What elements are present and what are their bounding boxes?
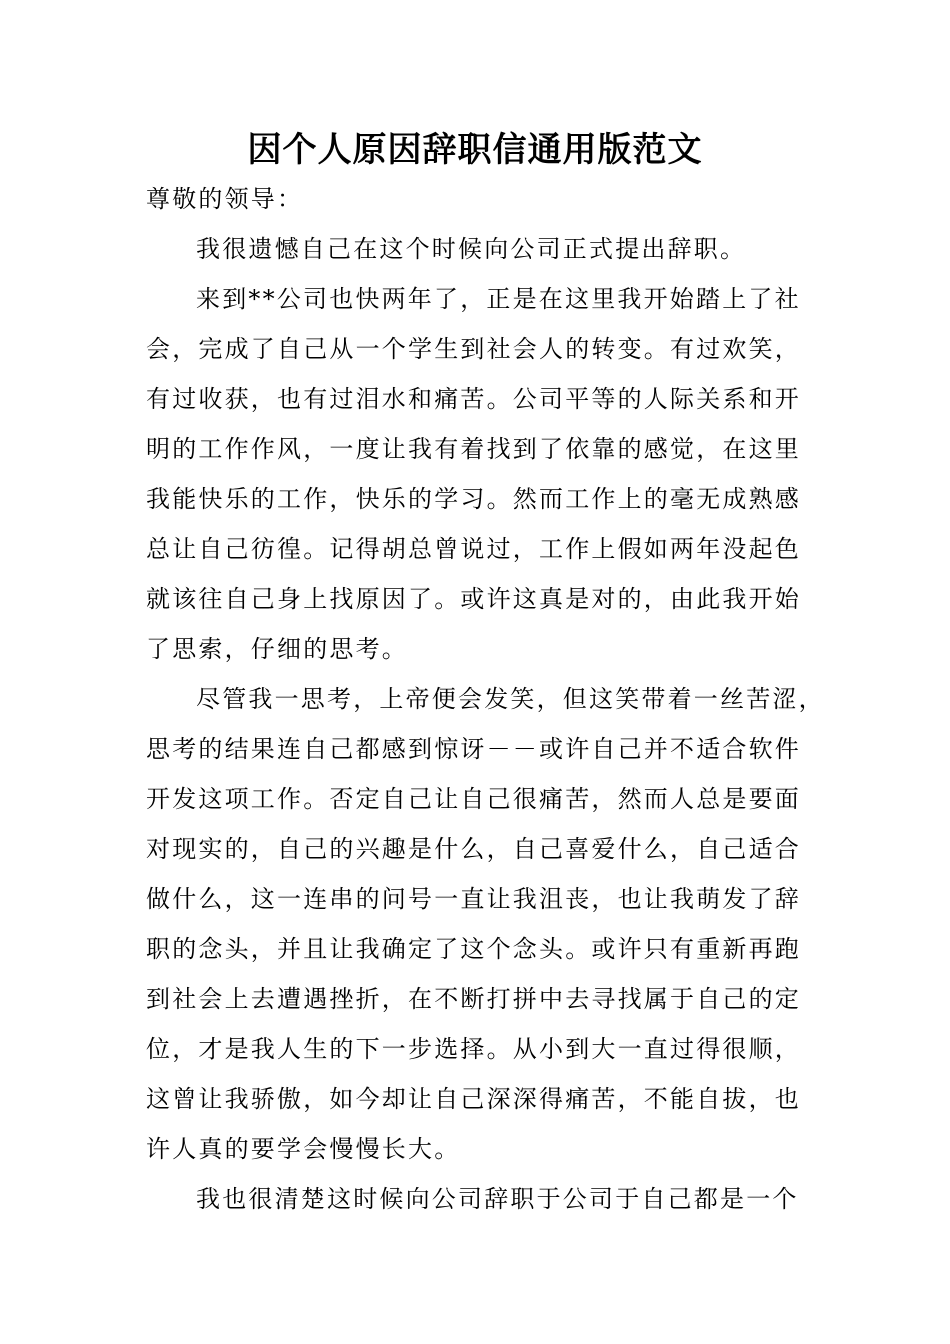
paragraph-line: 许人真的要学会慢慢长大。 (146, 1135, 461, 1163)
paragraph-line: 就该往自己身上找原因了。或许这真是对的，由此我开始 (146, 585, 801, 613)
paragraph-line: 总让自己彷徨。记得胡总曾说过，工作上假如两年没起色 (146, 535, 801, 563)
paragraph-line: 这曾让我骄傲，如今却让自己深深得痛苦，不能自拔，也 (146, 1085, 801, 1113)
document-title: 因个人原因辞职信通用版范文 (247, 130, 703, 170)
salutation: 尊敬的领导： (146, 185, 304, 213)
paragraph-line: 我很遗憾自己在这个时候向公司正式提出辞职。 (196, 235, 747, 263)
paragraph-line: 做什么，这一连串的问号一直让我沮丧，也让我萌发了辞 (146, 885, 801, 913)
paragraph-line: 我能快乐的工作，快乐的学习。然而工作上的毫无成熟感 (146, 485, 801, 513)
paragraph-line: 位，才是我人生的下一步选择。从小到大一直过得很顺， (146, 1035, 801, 1063)
paragraph-line: 有过收获，也有过泪水和痛苦。公司平等的人际关系和开 (146, 385, 801, 413)
paragraph-line: 明的工作作风，一度让我有着找到了依靠的感觉，在这里 (146, 435, 801, 463)
paragraph-line: 尽管我一思考，上帝便会发笑，但这笑带着一丝苦涩， (196, 685, 825, 713)
paragraph-line: 了思索，仔细的思考。 (146, 635, 408, 663)
paragraph-line: 来到**公司也快两年了，正是在这里我开始踏上了社 (196, 285, 801, 313)
paragraph-line: 会，完成了自己从一个学生到社会人的转变。有过欢笑， (146, 335, 801, 363)
paragraph-line: 到社会上去遭遇挫折，在不断打拼中去寻找属于自己的定 (146, 985, 801, 1013)
paragraph-line: 思考的结果连自己都感到惊讶－－或许自己并不适合软件 (146, 735, 801, 763)
paragraph-line: 职的念头，并且让我确定了这个念头。或许只有重新再跑 (146, 935, 801, 963)
paragraph-line: 开发这项工作。否定自己让自己很痛苦，然而人总是要面 (146, 785, 801, 813)
paragraph-line: 我也很清楚这时候向公司辞职于公司于自己都是一个 (196, 1185, 799, 1213)
paragraph-line: 对现实的，自己的兴趣是什么，自己喜爱什么，自己适合 (146, 835, 801, 863)
